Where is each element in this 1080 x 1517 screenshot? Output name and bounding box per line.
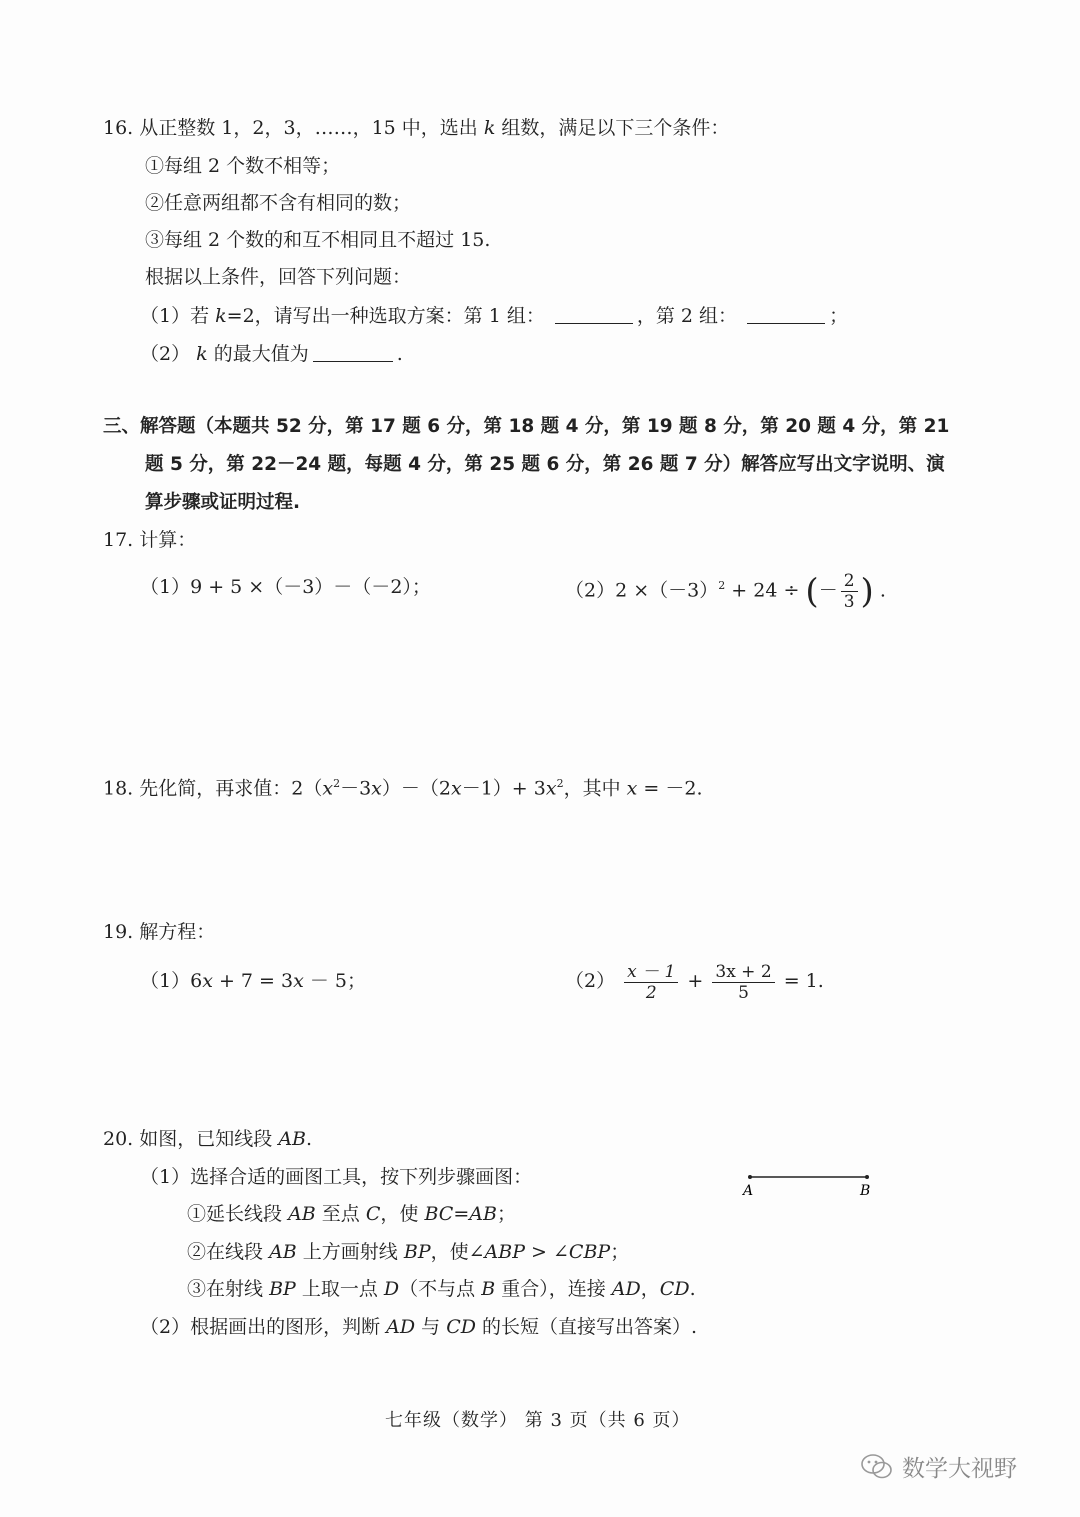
q16-answer-blank-group2[interactable] xyxy=(747,303,825,324)
q16-stem: 16. 从正整数 1，2，3，……，15 中，选出 k 组数，满足以下三个条件： xyxy=(103,117,730,139)
section-3-line-2: 题 5 分，第 22－24 题，每题 4 分，第 25 题 6 分，第 26 题 7 分）解答应写出文字说明、演 xyxy=(145,454,945,475)
q20-stem: 20. 如图，已知线段 AB. xyxy=(103,1128,313,1150)
q19-part-2: （2） $\frac{x - 1}{2}$ + $\frac{3x + 2}{5}$ = 1. xyxy=(565,961,824,1003)
q20-step-1: ①延长线段 AB 至点 C，使 BC=AB； xyxy=(187,1203,516,1225)
wechat-icon xyxy=(860,1452,894,1482)
label-b: B xyxy=(860,1183,871,1199)
q17-fraction: $\frac{2}{3}$ xyxy=(841,571,858,612)
page-footer: 七年级（数学） 第 3 页（共 6 页） xyxy=(385,1410,691,1431)
q20-part-2: （2）根据画出的图形，判断 AD 与 CD 的长短（直接写出答案）. xyxy=(140,1316,698,1338)
watermark xyxy=(860,1450,1017,1483)
q16-condition-2: ②任意两组都不含有相同的数； xyxy=(145,192,412,214)
q16-part-2: （2） k 的最大值为 . xyxy=(140,343,403,365)
q18-text: 18. 先化简，再求值：$2(x^2-3x)-(2x-1)+ 3x^2$，其中 x = －2. xyxy=(103,777,703,800)
q16-part-1: （1）若 k=2，请写出一种选取方案：第 1 组： ，第 2 组： ； xyxy=(140,305,849,327)
q19-fraction-1: $\frac{x - 1}{2}$ xyxy=(624,962,678,1003)
q17-title: 17. 计算： xyxy=(103,529,197,551)
section-3-line-1: 三、解答题（本题共 52 分，第 17 题 6 分，第 18 题 4 分，第 19 题 8 分，第 20 题 4 分，第 21 xyxy=(103,416,950,437)
q19-title: 19. 解方程： xyxy=(103,921,216,943)
point-a xyxy=(748,1175,752,1179)
q16-answer-blank-max[interactable] xyxy=(313,341,393,362)
q16-condition-3: ③每组 2 个数的和互不相同且不超过 15. xyxy=(145,229,491,251)
label-a: A xyxy=(743,1183,754,1199)
point-b xyxy=(865,1175,869,1179)
q19-fraction-2: $\frac{3x + 2}{5}$ xyxy=(712,962,774,1003)
q19-part-1: （1）6x + 7 = 3x － 5； xyxy=(140,970,366,992)
q20-step-2: ②在线段 AB 上方画射线 BP，使∠ABP > ∠CBP； xyxy=(187,1241,630,1263)
q16-condition-1: ①每组 2 个数不相等； xyxy=(145,155,341,177)
q17-part-2: $(2)2 \times(-3)^2 + 24$ ÷ (－ $\frac{2}{3}$ ) . xyxy=(565,570,886,612)
q20-step-3: ③在射线 BP 上取一点 D（不与点 B 重合），连接 AD，CD. xyxy=(187,1278,696,1300)
q20-part-1: （1）选择合适的画图工具，按下列步骤画图： xyxy=(140,1166,533,1188)
watermark-text: 数学大视野 xyxy=(902,1456,1017,1482)
q16-intro: 根据以上条件，回答下列问题： xyxy=(145,266,412,288)
q16-answer-blank-group1[interactable] xyxy=(555,303,633,324)
q17-part-1: （1）9 + 5 ×（－3）－（－2）； xyxy=(140,576,431,598)
q20-segment-figure xyxy=(735,1165,885,1201)
section-3-line-3: 算步骤或证明过程. xyxy=(145,492,301,513)
